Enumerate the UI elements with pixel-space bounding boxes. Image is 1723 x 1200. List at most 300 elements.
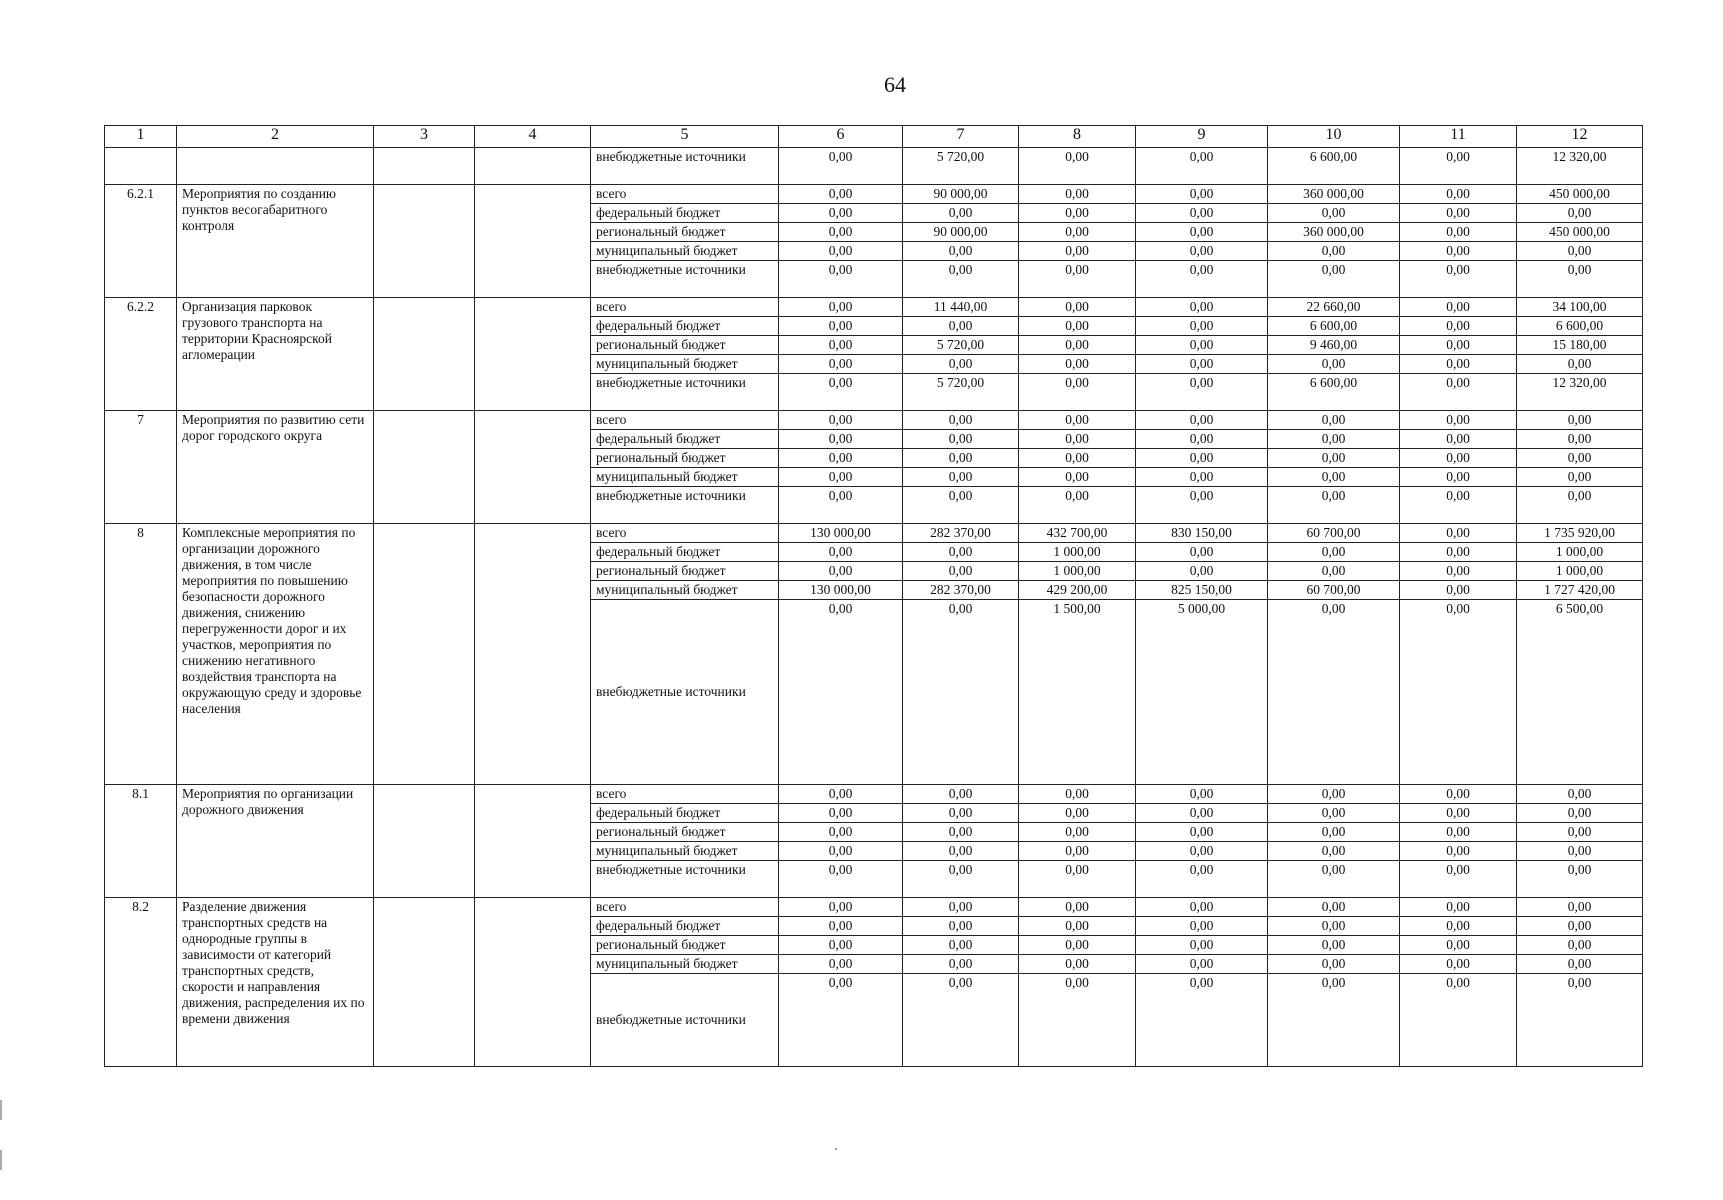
value-cell: 0,00 xyxy=(1400,562,1517,581)
empty-cell xyxy=(105,148,177,185)
column-header: 6 xyxy=(779,126,903,148)
value-cell: 0,00 xyxy=(1517,955,1643,974)
value-cell: 6 600,00 xyxy=(1268,317,1400,336)
value-cell: 0,00 xyxy=(903,861,1019,898)
value-cell: 0,00 xyxy=(1268,261,1400,298)
value-cell: 0,00 xyxy=(1136,185,1268,204)
value-cell: 0,00 xyxy=(1136,430,1268,449)
empty-cell xyxy=(374,411,475,524)
value-cell: 0,00 xyxy=(779,543,903,562)
value-cell: 0,00 xyxy=(1136,936,1268,955)
funding-source: внебюджетные источники xyxy=(591,374,779,411)
item-name: Разделение движения транспортных средств на однородные группы в зависимости от категорий транспортных средств, скорости и направления движения, распределения их по времени движения xyxy=(177,898,374,1067)
funding-source: федеральный бюджет xyxy=(591,804,779,823)
value-cell: 5 720,00 xyxy=(903,148,1019,185)
value-cell: 0,00 xyxy=(1400,336,1517,355)
value-cell: 0,00 xyxy=(1136,261,1268,298)
value-cell: 12 320,00 xyxy=(1517,148,1643,185)
item-code: 6.2.2 xyxy=(105,298,177,411)
value-cell: 0,00 xyxy=(1517,974,1643,1067)
value-cell: 0,00 xyxy=(1019,917,1136,936)
value-cell: 0,00 xyxy=(779,449,903,468)
value-cell: 12 320,00 xyxy=(1517,374,1643,411)
funding-source: всего xyxy=(591,898,779,917)
value-cell: 0,00 xyxy=(1400,842,1517,861)
value-cell: 0,00 xyxy=(903,487,1019,524)
value-cell: 22 660,00 xyxy=(1268,298,1400,317)
value-cell: 830 150,00 xyxy=(1136,524,1268,543)
column-number-row xyxy=(105,126,1643,148)
value-cell: 0,00 xyxy=(1019,204,1136,223)
value-cell: 0,00 xyxy=(1400,430,1517,449)
value-cell: 0,00 xyxy=(1400,261,1517,298)
column-header: 5 xyxy=(591,126,779,148)
value-cell: 0,00 xyxy=(1400,917,1517,936)
value-cell: 0,00 xyxy=(1400,898,1517,917)
value-cell: 0,00 xyxy=(1400,524,1517,543)
value-cell: 0,00 xyxy=(1019,148,1136,185)
value-cell: 0,00 xyxy=(1517,823,1643,842)
value-cell: 0,00 xyxy=(1136,449,1268,468)
funding-source: региональный бюджет xyxy=(591,223,779,242)
value-cell: 0,00 xyxy=(1136,562,1268,581)
table-row xyxy=(105,898,1643,917)
value-cell: 0,00 xyxy=(1019,823,1136,842)
value-cell: 0,00 xyxy=(1400,223,1517,242)
value-cell: 0,00 xyxy=(1268,823,1400,842)
value-cell: 0,00 xyxy=(1400,823,1517,842)
value-cell: 0,00 xyxy=(903,261,1019,298)
value-cell: 0,00 xyxy=(1136,411,1268,430)
value-cell: 0,00 xyxy=(1517,468,1643,487)
value-cell: 6 600,00 xyxy=(1268,374,1400,411)
value-cell: 360 000,00 xyxy=(1268,185,1400,204)
value-cell: 0,00 xyxy=(1136,785,1268,804)
table-row xyxy=(105,298,1643,317)
value-cell: 0,00 xyxy=(1019,411,1136,430)
empty-cell xyxy=(475,185,591,298)
value-cell: 0,00 xyxy=(1268,785,1400,804)
value-cell: 0,00 xyxy=(1019,804,1136,823)
item-name: Организация парковок грузового транспорта на территории Красноярской агломерации xyxy=(177,298,374,411)
empty-cell xyxy=(475,785,591,898)
value-cell: 0,00 xyxy=(903,804,1019,823)
table-row xyxy=(105,524,1643,543)
value-cell: 0,00 xyxy=(903,898,1019,917)
funding-source: региональный бюджет xyxy=(591,449,779,468)
funding-source: всего xyxy=(591,185,779,204)
value-cell: 0,00 xyxy=(1136,823,1268,842)
value-cell: 0,00 xyxy=(903,242,1019,261)
value-cell: 9 460,00 xyxy=(1268,336,1400,355)
value-cell: 34 100,00 xyxy=(1517,298,1643,317)
value-cell: 0,00 xyxy=(1136,223,1268,242)
value-cell: 0,00 xyxy=(1400,298,1517,317)
value-cell: 6 600,00 xyxy=(1517,317,1643,336)
value-cell: 0,00 xyxy=(903,562,1019,581)
value-cell: 0,00 xyxy=(903,917,1019,936)
value-cell: 0,00 xyxy=(1268,204,1400,223)
value-cell: 0,00 xyxy=(1400,374,1517,411)
column-header: 10 xyxy=(1268,126,1400,148)
value-cell: 0,00 xyxy=(1136,355,1268,374)
value-cell: 0,00 xyxy=(1400,974,1517,1067)
value-cell: 0,00 xyxy=(1136,148,1268,185)
value-cell: 0,00 xyxy=(903,430,1019,449)
funding-source: муниципальный бюджет xyxy=(591,842,779,861)
value-cell: 0,00 xyxy=(1136,804,1268,823)
value-cell: 0,00 xyxy=(779,468,903,487)
funding-source: внебюджетные источники xyxy=(591,148,779,185)
value-cell: 0,00 xyxy=(779,487,903,524)
value-cell: 0,00 xyxy=(1019,223,1136,242)
value-cell: 0,00 xyxy=(903,974,1019,1067)
funding-source: региональный бюджет xyxy=(591,823,779,842)
value-cell: 0,00 xyxy=(1517,204,1643,223)
value-cell: 0,00 xyxy=(1268,449,1400,468)
value-cell: 0,00 xyxy=(903,955,1019,974)
funding-source: внебюджетные источники xyxy=(591,487,779,524)
value-cell: 0,00 xyxy=(903,317,1019,336)
value-cell: 0,00 xyxy=(1019,785,1136,804)
value-cell: 0,00 xyxy=(1136,336,1268,355)
value-cell: 0,00 xyxy=(1136,842,1268,861)
value-cell: 0,00 xyxy=(1136,543,1268,562)
empty-cell xyxy=(374,524,475,785)
value-cell: 0,00 xyxy=(1019,374,1136,411)
value-cell: 0,00 xyxy=(1136,487,1268,524)
funding-source: федеральный бюджет xyxy=(591,204,779,223)
column-header: 7 xyxy=(903,126,1019,148)
column-header: 8 xyxy=(1019,126,1136,148)
value-cell: 0,00 xyxy=(1268,936,1400,955)
value-cell: 0,00 xyxy=(1019,242,1136,261)
value-cell: 0,00 xyxy=(903,842,1019,861)
value-cell: 0,00 xyxy=(1268,804,1400,823)
value-cell: 0,00 xyxy=(1400,185,1517,204)
value-cell: 0,00 xyxy=(1517,842,1643,861)
value-cell: 0,00 xyxy=(1136,468,1268,487)
value-cell: 90 000,00 xyxy=(903,185,1019,204)
value-cell: 0,00 xyxy=(779,861,903,898)
empty-cell xyxy=(475,298,591,411)
value-cell: 0,00 xyxy=(903,823,1019,842)
value-cell: 0,00 xyxy=(1400,449,1517,468)
funding-source: внебюджетные источники xyxy=(591,861,779,898)
funding-source: региональный бюджет xyxy=(591,562,779,581)
value-cell: 0,00 xyxy=(1136,861,1268,898)
value-cell: 0,00 xyxy=(1019,898,1136,917)
table-body xyxy=(105,148,1643,1067)
value-cell: 0,00 xyxy=(779,823,903,842)
value-cell: 0,00 xyxy=(1268,242,1400,261)
value-cell: 0,00 xyxy=(1019,449,1136,468)
empty-cell xyxy=(475,524,591,785)
value-cell: 0,00 xyxy=(779,974,903,1067)
value-cell: 0,00 xyxy=(1019,974,1136,1067)
funding-source: федеральный бюджет xyxy=(591,543,779,562)
funding-source: муниципальный бюджет xyxy=(591,581,779,600)
value-cell: 5 000,00 xyxy=(1136,600,1268,785)
column-header: 2 xyxy=(177,126,374,148)
value-cell: 0,00 xyxy=(779,430,903,449)
empty-cell xyxy=(475,148,591,185)
value-cell: 6 600,00 xyxy=(1268,148,1400,185)
continuation-row xyxy=(105,148,1643,185)
value-cell: 0,00 xyxy=(903,785,1019,804)
value-cell: 825 150,00 xyxy=(1136,581,1268,600)
value-cell: 0,00 xyxy=(903,600,1019,785)
value-cell: 0,00 xyxy=(1400,487,1517,524)
budget-table xyxy=(104,125,1643,1067)
value-cell: 6 500,00 xyxy=(1517,600,1643,785)
value-cell: 0,00 xyxy=(1019,430,1136,449)
funding-source: муниципальный бюджет xyxy=(591,468,779,487)
value-cell: 0,00 xyxy=(779,600,903,785)
value-cell: 5 720,00 xyxy=(903,374,1019,411)
funding-source: всего xyxy=(591,298,779,317)
value-cell: 0,00 xyxy=(1019,487,1136,524)
table-row xyxy=(105,411,1643,430)
value-cell: 282 370,00 xyxy=(903,581,1019,600)
value-cell: 429 200,00 xyxy=(1019,581,1136,600)
value-cell: 0,00 xyxy=(1019,317,1136,336)
value-cell: 0,00 xyxy=(779,148,903,185)
item-code: 8.2 xyxy=(105,898,177,1067)
value-cell: 0,00 xyxy=(1019,468,1136,487)
column-header: 9 xyxy=(1136,126,1268,148)
value-cell: 0,00 xyxy=(1268,468,1400,487)
empty-cell xyxy=(374,298,475,411)
value-cell: 130 000,00 xyxy=(779,524,903,543)
column-header: 11 xyxy=(1400,126,1517,148)
funding-source: муниципальный бюджет xyxy=(591,242,779,261)
funding-source: всего xyxy=(591,785,779,804)
value-cell: 0,00 xyxy=(1268,861,1400,898)
value-cell: 1 000,00 xyxy=(1517,562,1643,581)
value-cell: 0,00 xyxy=(779,955,903,974)
value-cell: 0,00 xyxy=(779,898,903,917)
value-cell: 0,00 xyxy=(779,355,903,374)
column-header: 12 xyxy=(1517,126,1643,148)
value-cell: 0,00 xyxy=(1517,936,1643,955)
value-cell: 0,00 xyxy=(779,336,903,355)
value-cell: 0,00 xyxy=(779,411,903,430)
value-cell: 0,00 xyxy=(1517,411,1643,430)
value-cell: 0,00 xyxy=(1400,600,1517,785)
value-cell: 0,00 xyxy=(1517,261,1643,298)
item-code: 8.1 xyxy=(105,785,177,898)
value-cell: 0,00 xyxy=(1268,411,1400,430)
value-cell: 0,00 xyxy=(1268,562,1400,581)
item-code: 8 xyxy=(105,524,177,785)
value-cell: 0,00 xyxy=(903,468,1019,487)
funding-source: внебюджетные источники xyxy=(591,974,779,1067)
value-cell: 0,00 xyxy=(1268,917,1400,936)
empty-cell xyxy=(374,898,475,1067)
page-number: 64 xyxy=(884,72,906,97)
funding-source: муниципальный бюджет xyxy=(591,955,779,974)
value-cell: 0,00 xyxy=(1400,242,1517,261)
value-cell: 0,00 xyxy=(779,185,903,204)
value-cell: 15 180,00 xyxy=(1517,336,1643,355)
value-cell: 0,00 xyxy=(779,298,903,317)
value-cell: 0,00 xyxy=(1400,804,1517,823)
value-cell: 11 440,00 xyxy=(903,298,1019,317)
value-cell: 360 000,00 xyxy=(1268,223,1400,242)
value-cell: 0,00 xyxy=(1517,861,1643,898)
value-cell: 0,00 xyxy=(779,317,903,336)
value-cell: 130 000,00 xyxy=(779,581,903,600)
value-cell: 60 700,00 xyxy=(1268,581,1400,600)
item-code: 6.2.1 xyxy=(105,185,177,298)
value-cell: 0,00 xyxy=(1136,898,1268,917)
column-header: 4 xyxy=(475,126,591,148)
funding-source: всего xyxy=(591,524,779,543)
value-cell: 0,00 xyxy=(1400,955,1517,974)
value-cell: 0,00 xyxy=(1136,917,1268,936)
scan-edge-mark xyxy=(0,1100,2,1120)
funding-source: федеральный бюджет xyxy=(591,917,779,936)
funding-source: федеральный бюджет xyxy=(591,430,779,449)
value-cell: 0,00 xyxy=(903,204,1019,223)
value-cell: 90 000,00 xyxy=(903,223,1019,242)
value-cell: 1 727 420,00 xyxy=(1517,581,1643,600)
empty-cell xyxy=(475,898,591,1067)
value-cell: 450 000,00 xyxy=(1517,185,1643,204)
value-cell: 432 700,00 xyxy=(1019,524,1136,543)
value-cell: 1 735 920,00 xyxy=(1517,524,1643,543)
item-name: Мероприятия по организации дорожного движения xyxy=(177,785,374,898)
value-cell: 0,00 xyxy=(1019,355,1136,374)
value-cell: 0,00 xyxy=(779,242,903,261)
value-cell: 0,00 xyxy=(1268,898,1400,917)
value-cell: 0,00 xyxy=(779,223,903,242)
item-name: Комплексные мероприятия по организации дорожного движения, в том числе мероприятия по повышению безопасности дорожного движения, снижению перегруженности дорог и их участков, мероприятия по снижению негативного воздействия транспорта на окружающую среду и здоровье населения xyxy=(177,524,374,785)
value-cell: 0,00 xyxy=(903,543,1019,562)
value-cell: 0,00 xyxy=(1019,936,1136,955)
value-cell: 0,00 xyxy=(779,785,903,804)
value-cell: 0,00 xyxy=(1400,861,1517,898)
value-cell: 0,00 xyxy=(779,374,903,411)
empty-cell xyxy=(374,185,475,298)
value-cell: 0,00 xyxy=(1268,600,1400,785)
funding-source: всего xyxy=(591,411,779,430)
value-cell: 0,00 xyxy=(1517,242,1643,261)
value-cell: 0,00 xyxy=(1400,581,1517,600)
scan-edge-mark xyxy=(0,1150,2,1170)
value-cell: 0,00 xyxy=(1400,317,1517,336)
value-cell: 0,00 xyxy=(779,804,903,823)
value-cell: 0,00 xyxy=(779,204,903,223)
value-cell: 0,00 xyxy=(1268,543,1400,562)
value-cell: 0,00 xyxy=(1268,842,1400,861)
value-cell: 0,00 xyxy=(1517,487,1643,524)
value-cell: 0,00 xyxy=(903,449,1019,468)
empty-cell xyxy=(374,785,475,898)
value-cell: 0,00 xyxy=(1268,487,1400,524)
empty-cell xyxy=(374,148,475,185)
value-cell: 0,00 xyxy=(903,355,1019,374)
value-cell: 0,00 xyxy=(1517,898,1643,917)
value-cell: 1 500,00 xyxy=(1019,600,1136,785)
funding-source: внебюджетные источники xyxy=(591,261,779,298)
value-cell: 450 000,00 xyxy=(1517,223,1643,242)
value-cell: 0,00 xyxy=(1400,543,1517,562)
value-cell: 60 700,00 xyxy=(1268,524,1400,543)
value-cell: 5 720,00 xyxy=(903,336,1019,355)
value-cell: 0,00 xyxy=(1019,185,1136,204)
value-cell: 0,00 xyxy=(1517,355,1643,374)
value-cell: 1 000,00 xyxy=(1019,543,1136,562)
value-cell: 0,00 xyxy=(1517,917,1643,936)
empty-cell xyxy=(177,148,374,185)
funding-source: внебюджетные источники xyxy=(591,600,779,785)
value-cell: 0,00 xyxy=(1019,861,1136,898)
value-cell: 0,00 xyxy=(1136,298,1268,317)
value-cell: 0,00 xyxy=(1517,449,1643,468)
value-cell: 0,00 xyxy=(779,936,903,955)
table-row xyxy=(105,785,1643,804)
column-header: 1 xyxy=(105,126,177,148)
value-cell: 0,00 xyxy=(1136,374,1268,411)
value-cell: 0,00 xyxy=(1400,355,1517,374)
value-cell: 0,00 xyxy=(1136,204,1268,223)
value-cell: 0,00 xyxy=(1019,261,1136,298)
funding-source: муниципальный бюджет xyxy=(591,355,779,374)
value-cell: 0,00 xyxy=(1400,148,1517,185)
funding-source: федеральный бюджет xyxy=(591,317,779,336)
value-cell: 0,00 xyxy=(1136,317,1268,336)
value-cell: 0,00 xyxy=(1517,785,1643,804)
value-cell: 0,00 xyxy=(1019,336,1136,355)
value-cell: 0,00 xyxy=(1400,411,1517,430)
value-cell: 0,00 xyxy=(1517,804,1643,823)
value-cell: 0,00 xyxy=(1136,955,1268,974)
scan-speck xyxy=(835,1148,837,1150)
empty-cell xyxy=(475,411,591,524)
value-cell: 0,00 xyxy=(1136,242,1268,261)
value-cell: 1 000,00 xyxy=(1019,562,1136,581)
value-cell: 0,00 xyxy=(1400,204,1517,223)
value-cell: 0,00 xyxy=(1268,355,1400,374)
value-cell: 0,00 xyxy=(903,936,1019,955)
item-name: Мероприятия по созданию пунктов весогабаритного контроля xyxy=(177,185,374,298)
value-cell: 0,00 xyxy=(903,411,1019,430)
value-cell: 0,00 xyxy=(779,842,903,861)
value-cell: 0,00 xyxy=(1517,430,1643,449)
funding-source: региональный бюджет xyxy=(591,936,779,955)
item-code: 7 xyxy=(105,411,177,524)
value-cell: 0,00 xyxy=(1136,974,1268,1067)
value-cell: 0,00 xyxy=(779,917,903,936)
value-cell: 0,00 xyxy=(1400,936,1517,955)
value-cell: 282 370,00 xyxy=(903,524,1019,543)
value-cell: 0,00 xyxy=(1400,785,1517,804)
value-cell: 0,00 xyxy=(1019,955,1136,974)
value-cell: 0,00 xyxy=(1400,468,1517,487)
value-cell: 0,00 xyxy=(1019,842,1136,861)
value-cell: 0,00 xyxy=(779,261,903,298)
item-name: Мероприятия по развитию сети дорог городского округа xyxy=(177,411,374,524)
value-cell: 0,00 xyxy=(779,562,903,581)
table-row xyxy=(105,185,1643,204)
funding-source: региональный бюджет xyxy=(591,336,779,355)
value-cell: 0,00 xyxy=(1268,974,1400,1067)
value-cell: 0,00 xyxy=(1268,955,1400,974)
column-header: 3 xyxy=(374,126,475,148)
value-cell: 0,00 xyxy=(1019,298,1136,317)
